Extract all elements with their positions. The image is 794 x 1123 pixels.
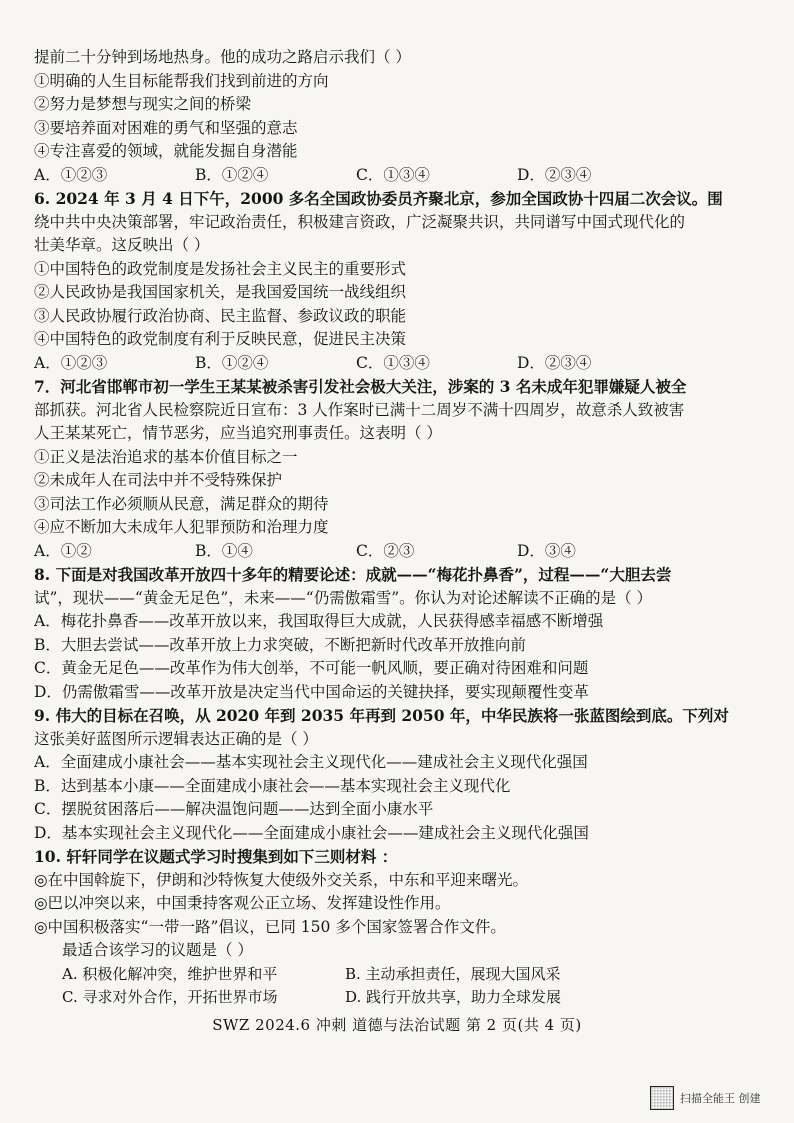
option-b: B．①④ — [195, 541, 253, 560]
exam-page — [34, 46, 768, 1010]
question-stem: 壮美华章。这反映出（ ） — [34, 236, 210, 254]
text-line: 提前二十分钟到场地热身。他的成功之路启示我们（ ） — [34, 48, 411, 66]
option-a: A．①② — [34, 541, 92, 560]
text-line: ①明确的人生目标能帮我们找到前进的方向 — [34, 71, 329, 90]
statement-item: ④中国特色的政党制度有利于反映民意，促进民主决策 — [34, 330, 407, 348]
scanner-label: 扫描全能王 创建 — [680, 1092, 761, 1105]
option-c: C. 寻求对外合作，开拓世界市场 — [62, 988, 278, 1006]
option-c: C．①③④ — [356, 165, 430, 184]
answer-choice: B．达到基本小康——全面建成小康社会——基本实现社会主义现代化 — [34, 776, 511, 795]
question-stem: 部抓获。河北省人民检察院近日宣布：3 人作案时已满十二周岁不满十四周岁，故意杀人致被害 — [34, 400, 685, 419]
answer-choice: B．大胆去尝试——改革开放上力求突破，不断把新时代改革开放推向前 — [34, 635, 526, 654]
text-line: ②努力是梦想与现实之间的桥梁 — [34, 95, 252, 113]
option-c: C．②③ — [356, 541, 415, 560]
question-stem: 绕中共中央决策部署，牢记政治责任，积极建言资政，广泛凝聚共识，共同谱写中国式现代化的 — [34, 212, 686, 231]
answer-choice: D．仍需傲霜雪——改革开放是决定当代中国命运的关键抉择，要实现颠覆性变革 — [34, 682, 589, 701]
statement-item: ④应不断加大未成年人犯罪预防和治理力度 — [34, 518, 329, 536]
answer-choice: A．全面建成小康社会——基本实现社会主义现代化——建成社会主义现代化强国 — [34, 753, 588, 771]
question-stem: 7．河北省邯郸市初一学生王某某被杀害引发社会极大关注，涉案的 3 名未成年犯罪嫌疑人被全 — [34, 377, 687, 396]
answer-options — [34, 540, 768, 564]
material-item: ◎在中国斡旋下，伊朗和沙特恢复大使级外交关系，中东和平迎来曙光。 — [34, 870, 529, 889]
statement-item: ②未成年人在司法中并不受特殊保护 — [34, 471, 283, 489]
option-b: B. 主动承担责任，展现大国风采 — [345, 964, 561, 983]
option-d: D. 践行开放共享，助力全球发展 — [345, 988, 562, 1006]
option-a: A. 积极化解冲突，维护世界和平 — [62, 964, 278, 983]
scanner-watermark — [650, 1086, 761, 1110]
statement-item: ①中国特色的政党制度是发扬社会主义民主的重要形式 — [34, 259, 407, 278]
answer-options — [34, 164, 768, 188]
statement-item: ③人民政协履行政治协商、民主监督、参政议政的职能 — [34, 306, 407, 325]
question-stem: 8. 下面是对我国改革开放四十多年的精要论述：成就——“梅花扑鼻香”，过程——“大胆去尝 — [34, 565, 672, 584]
statement-item: ②人民政协是我国国家机关，是我国爱国统一战线组织 — [34, 283, 407, 301]
statement-item: ①正义是法治追求的基本价值目标之一 — [34, 447, 298, 466]
text-line: ③要培养面对困难的勇气和坚强的意志 — [34, 118, 298, 137]
answer-choice: A．梅花扑鼻香——改革开放以来，我国取得巨大成就，人民获得感幸福感不断增强 — [34, 612, 604, 630]
option-c: C．①③④ — [356, 353, 430, 372]
question-stem: 10. 轩轩同学在议题式学习时搜集到如下三则材料 ： — [34, 847, 398, 866]
option-d: D．②③④ — [517, 353, 592, 372]
material-item: ◎中国积极落实“一带一路”倡议，已同 150 多个国家签署合作文件。 — [34, 917, 506, 936]
answer-choice: C．黄金无足色——改革作为伟大创举，不可能一帆风顺，要正确对待困难和问题 — [34, 659, 589, 677]
qr-code-icon — [650, 1086, 674, 1110]
text-line: ④专注喜爱的领域，就能发掘自身潜能 — [34, 142, 298, 160]
question-stem: 6. 2024 年 3 月 4 日下午，2000 多名全国政协委员齐聚北京，参加全国政协十四届二次会议。围 — [34, 189, 723, 208]
question-stem: 这张美好蓝图所示逻辑表达正确的是（ ） — [34, 729, 318, 748]
answer-options — [34, 963, 768, 987]
question-stem: 试”，现状——“黄金无足色”，未来——“仍需傲霜雪”。你认为对论述解读不正确的是（ ） — [34, 588, 653, 607]
page-footer: SWZ 2024.6 冲刺 道德与法治试题 第 2 页(共 4 页) — [212, 1016, 582, 1034]
option-a: A．①②③ — [34, 165, 108, 184]
answer-choice: C．摆脱贫困落后——解决温饱问题——达到全面小康水平 — [34, 800, 434, 818]
question-stem: 9. 伟大的目标在召唤，从 2020 年到 2035 年再到 2050 年，中华民族将一张蓝图绘到底。下列对 — [34, 706, 729, 725]
answer-options — [34, 352, 768, 376]
answer-choice: D．基本实现社会主义现代化——全面建成小康社会——建成社会主义现代化强国 — [34, 823, 589, 842]
option-d: D．②③④ — [517, 165, 592, 184]
material-item: ◎巴以冲突以来，中国秉持客观公正立场、发挥建设性作用。 — [34, 894, 451, 912]
answer-options — [34, 986, 768, 1010]
option-b: B．①②④ — [195, 165, 269, 184]
option-d: D．③④ — [517, 541, 576, 560]
statement-item: ③司法工作必须顺从民意，满足群众的期待 — [34, 494, 329, 513]
question-ask: 最适合该学习的议题是（ ） — [62, 941, 253, 959]
question-stem: 人王某某死亡，情节恶劣，应当追究刑事责任。这表明（ ） — [34, 424, 442, 442]
option-b: B．①②④ — [195, 353, 269, 372]
option-a: A．①②③ — [34, 353, 108, 372]
